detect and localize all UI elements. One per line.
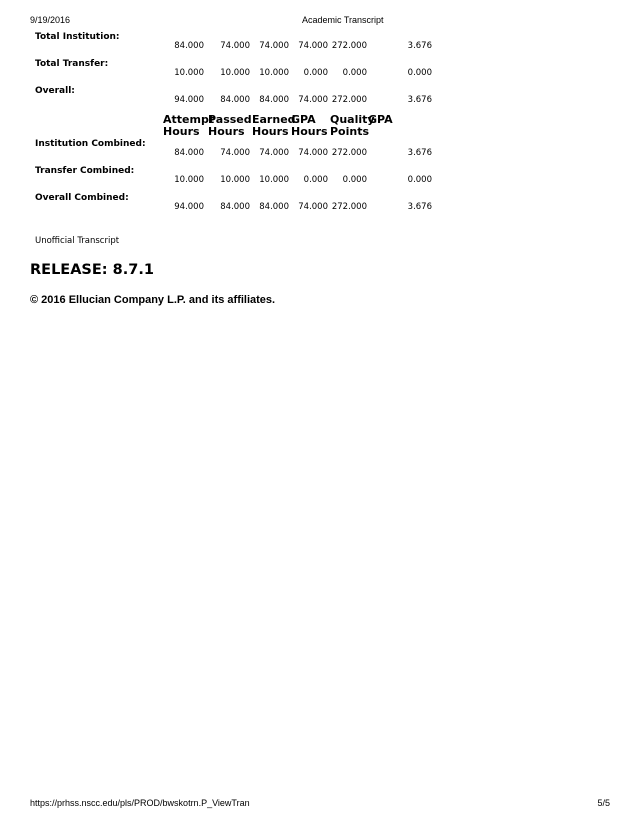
cell-total-transfer-attempt: 10.000 (174, 68, 204, 78)
cell-total-institution-attempt: 84.000 (174, 41, 204, 51)
unofficial-transcript-note: Unofficial Transcript (35, 236, 120, 246)
col-header-line1: Passed (208, 113, 252, 126)
print-url: https://prhss.nscc.edu/pls/PROD/bwskotrn.P_ViewTran (30, 798, 250, 808)
cell-transfer-combined-gpa-hours: 0.000 (303, 175, 328, 185)
cell-transfer-combined-quality: 0.000 (342, 175, 367, 185)
print-date: 9/19/2016 (30, 15, 71, 25)
col-header-line1: Attempt (163, 113, 215, 126)
cell-total-institution-quality: 272.000 (331, 41, 367, 51)
cell-overall-combined-gpa: 3.676 (407, 202, 432, 212)
cell-overall-combined-quality: 272.000 (331, 202, 367, 212)
cell-transfer-combined-attempt: 10.000 (174, 175, 204, 185)
cell-total-transfer-passed: 10.000 (220, 68, 250, 78)
cell-overall-gpa: 3.676 (407, 95, 432, 105)
col-header-line1: Quality (330, 113, 375, 126)
cell-overall-gpa-hours: 74.000 (298, 95, 328, 105)
cell-transfer-combined-gpa: 0.000 (407, 175, 432, 185)
cell-overall-attempt: 94.000 (174, 95, 204, 105)
col-header-gpa-hours (291, 114, 328, 138)
cell-total-institution-gpa: 3.676 (407, 41, 432, 51)
cell-institution-combined-gpa-hours: 74.000 (298, 148, 328, 158)
row-label-total-transfer: Total Transfer: (35, 59, 109, 69)
cell-overall-combined-gpa-hours: 74.000 (298, 202, 328, 212)
cell-overall-combined-passed: 84.000 (220, 202, 250, 212)
row-label-total-institution: Total Institution: (35, 32, 120, 42)
cell-total-institution-passed: 74.000 (220, 41, 250, 51)
page-number: 5/5 (597, 798, 610, 808)
cell-institution-combined-gpa: 3.676 (407, 148, 432, 158)
row-label-overall: Overall: (35, 86, 75, 96)
col-header-attempt-hours (163, 114, 214, 138)
cell-total-institution-gpa-hours: 74.000 (298, 41, 328, 51)
cell-transfer-combined-passed: 10.000 (220, 175, 250, 185)
cell-overall-earned: 84.000 (259, 95, 289, 105)
cell-total-transfer-gpa-hours: 0.000 (303, 68, 328, 78)
cell-overall-combined-attempt: 94.000 (174, 202, 204, 212)
col-header-gpa (368, 114, 393, 126)
cell-total-institution-earned: 74.000 (259, 41, 289, 51)
row-label-transfer-combined: Transfer Combined: (35, 166, 135, 176)
col-header-line2: Hours (208, 125, 245, 138)
col-header-line2: Points (330, 125, 370, 138)
cell-overall-combined-earned: 84.000 (259, 202, 289, 212)
cell-institution-combined-attempt: 84.000 (174, 148, 204, 158)
print-title: Academic Transcript (302, 15, 384, 25)
cell-overall-passed: 84.000 (220, 95, 250, 105)
cell-institution-combined-passed: 74.000 (220, 148, 250, 158)
col-header-line1: Earned (252, 113, 296, 126)
row-label-institution-combined: Institution Combined: (35, 139, 146, 149)
col-header-line2: Hours (252, 125, 289, 138)
cell-institution-combined-earned: 74.000 (259, 148, 289, 158)
col-header-line2: Hours (163, 125, 200, 138)
cell-total-transfer-quality: 0.000 (342, 68, 367, 78)
copyright-notice: © 2016 Ellucian Company L.P. and its affiliates. (30, 294, 276, 306)
col-header-line1: GPA (368, 113, 393, 126)
cell-total-transfer-gpa: 0.000 (407, 68, 432, 78)
release-version: RELEASE: 8.7.1 (30, 262, 154, 278)
cell-institution-combined-quality: 272.000 (331, 148, 367, 158)
col-header-line1: GPA (291, 113, 316, 126)
cell-total-transfer-earned: 10.000 (259, 68, 289, 78)
cell-transfer-combined-earned: 10.000 (259, 175, 289, 185)
col-header-line2: Hours (291, 125, 328, 138)
col-header-passed-hours (208, 114, 252, 138)
cell-overall-quality: 272.000 (331, 95, 367, 105)
row-label-overall-combined: Overall Combined: (35, 193, 129, 203)
col-header-earned-hours (252, 114, 296, 138)
